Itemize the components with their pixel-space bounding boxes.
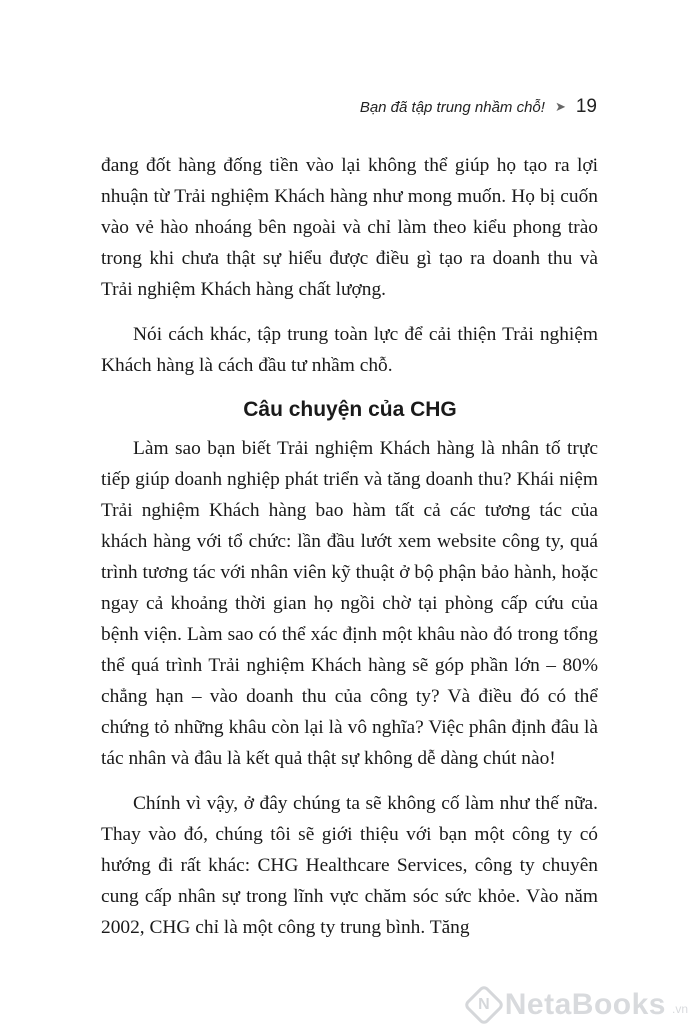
watermark-brand: NetaBooks — [504, 988, 666, 1021]
text-block-top — [101, 150, 598, 395]
page-number: 19 — [575, 96, 597, 117]
triangle-right-icon: ➤ — [554, 99, 566, 114]
text-block-main — [101, 433, 598, 957]
watermark — [469, 988, 688, 1022]
paragraph: Chính vì vậy, ở đây chúng ta sẽ không cố làm như thế nữa. Thay vào đó, chúng tôi sẽ giới thiệu với bạn một công ty có hướng đi rất khác: CHG Healthcare Services, công ty chuyên cung cấp nhân sự trong lĩnh vực chăm sóc sức khỏe. Vào năm 2002, CHG chỉ là một công ty trung bình. Tăng — [101, 793, 598, 938]
netabooks-logo-icon — [463, 984, 505, 1026]
paragraph: đang đốt hàng đống tiền vào lại không thể giúp họ tạo ra lợi nhuận từ Trải nghiệm Khách hàng như mong muốn. Họ bị cuốn vào vẻ hào nhoáng bên ngoài và chỉ làm theo kiểu phong trào trong khi chưa thật sự hiểu được điều gì tạo ra doanh thu và Trải nghiệm Khách hàng chất lượng. — [101, 155, 598, 300]
running-header — [360, 96, 597, 118]
paragraph: Nói cách khác, tập trung toàn lực để cải thiện Trải nghiệm Khách hàng là cách đầu tư nhầm chỗ. — [101, 324, 598, 376]
chapter-title: Bạn đã tập trung nhầm chỗ! — [359, 98, 545, 116]
section-heading: Câu chuyện của CHG — [243, 398, 457, 421]
watermark-suffix: .vn — [671, 1002, 688, 1016]
logo-letter: N — [477, 996, 490, 1013]
paragraph: Làm sao bạn biết Trải nghiệm Khách hàng là nhân tố trực tiếp giúp doanh nghiệp phát triển và tăng doanh thu? Khái niệm Trải nghiệm Khách hàng bao hàm tất cả các tương tác của khách hàng với tổ chức: lần đầu lướt xem website công ty, quá trình tương tác với nhân viên kỹ thuật ở bộ phận bảo hành, hoặc ngay cả khoảng thời gian họ ngồi chờ tại phòng cấp cứu của bệnh viện. Làm sao có thể xác định một khâu nào đó trong tổng thể quá trình Trải nghiệm Khách hàng sẽ góp phần lớn – 80% chẳng hạn – vào doanh thu của công ty? Và điều đó có thể chứng tỏ những khâu còn lại là vô nghĩa? Việc phân định đâu là tác nhân và đâu là kết quả thật sự không dễ dàng chút nào! — [101, 438, 598, 769]
